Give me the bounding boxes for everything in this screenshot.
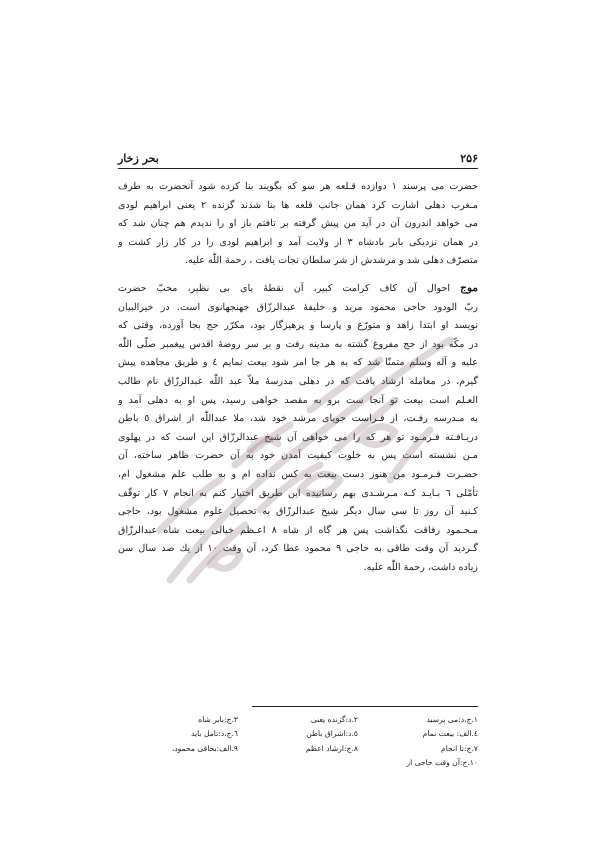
footnote: ٦.ج،د:تامل باید bbox=[191, 729, 238, 739]
footnote-rule bbox=[252, 706, 478, 707]
text-line: گـردید آن وقت طاقی به حاجی ۹ محمود عطا کرد، آن وقت ۱۰ از یك صد سال سن bbox=[118, 543, 478, 555]
footnote: ۱۰.ج:آن وقت حاجی از bbox=[406, 758, 478, 768]
text-line: متصرّف دهلی شد و مرشدش از شر سلطان نجات یافت ، رحمة اللّٰه علیه. bbox=[184, 255, 478, 267]
footnote: ۸.ج:ارشاد اعظم bbox=[305, 743, 358, 753]
text-line-rest: احوال آن کاف کرامت کبیر، آن نقطهٔ بای بی نظیر، محبّ حضرت bbox=[118, 282, 451, 294]
text-line: مـغرب دهلی اشارت کرد همان جانب قلعه ها بنا شدند گزنده ۲ یعنی ابراهیم لودی bbox=[118, 199, 478, 211]
footnote: ۱.ج،د:می پرسید bbox=[426, 715, 478, 724]
text-line: گیرم، در معامله ارشاد یافت که در دهلی مدرسهٔ ملاّ عبد اللّٰه عبدالرزّاق نام طالب bbox=[118, 375, 478, 387]
text-line: به مـدرسه رفـت، از فـراست جویای مرشد خود شد، ملا عبداللّٰه از اشراق ٥ باطن bbox=[118, 413, 478, 425]
header-rule bbox=[118, 168, 478, 169]
footnote-row bbox=[118, 727, 478, 741]
page-number: ۲۵۶ bbox=[460, 151, 478, 165]
text-line: می خواهد اندرون آن در آید من پیش گرفته بر تافتم باز او را ندیدم هم چنان شد که bbox=[118, 218, 478, 230]
paragraph-2 bbox=[118, 279, 478, 578]
footnote-row bbox=[118, 756, 478, 770]
text-line: تأمّلی ٦ بـایـد کـه مـرشـدی بهم رسانیده این طریق اختیار کنم به انجام ٧ کار توقّف bbox=[118, 487, 478, 499]
footnote: ۹.الف:بحاقی محمود، bbox=[171, 743, 238, 753]
page-header bbox=[118, 148, 478, 168]
text-line: علیه و آله وسلم متمنّا شد که به هر جا امر شود بیعت نمایم ٤ و طریق مجاهده پیش bbox=[118, 357, 478, 369]
footnote-row bbox=[118, 742, 478, 756]
text-line: ربّ الودود حاجی محمود مرید و خلیفهٔ عبدالرزّاق جهنجهانوی است. در خیرالبیان bbox=[118, 301, 478, 313]
running-title: بحر زخار bbox=[118, 151, 159, 165]
text-line: حضرت می پرسند ۱ دوازده قـلعه هر سو که بگویند بنا کرده شود آنحضرت به طرف bbox=[118, 181, 478, 192]
text-line: دریـافـته فـرمـود تو هر که را می خواهی آن شیخ عبدالرزّاق این است که در پهلوی bbox=[118, 431, 478, 443]
text-line: نویسد او ابتدا زاهد و متورّع و پارسا و پرهیزگار بود، مکرّر حج بجا آورده، وقتی که bbox=[118, 320, 478, 332]
text-line: العـلم است بیعت تو آنجا ست برو به مقصد خواهی رسید، پس او به دهلی آمد و bbox=[118, 394, 478, 406]
text-line: در همان نزدیکی بابر بادشاه ۳ از ولایت آمد و ابراهیم لودی را در کار زار کشت و bbox=[118, 236, 478, 248]
footnote-row bbox=[118, 713, 478, 727]
footnotes bbox=[118, 713, 478, 771]
text-line: در مکّه بود از حج مفروغ گشته به مدینه رفت و بر سر روضهٔ اقدس پیغمبر صلّی اللّٰه bbox=[118, 338, 478, 350]
footnote: ۲.د:گزنده یعنی bbox=[310, 715, 358, 724]
text-line: کـنید آن روز تا سی سال دیگر شیخ عبدالرزّاق به تحصیل علوم مشغول بود، حاجی bbox=[118, 506, 478, 518]
text-line-first bbox=[118, 279, 478, 299]
text-line: مـحـمود رفاقت نگذاشت پس هر گاه از شاه ۸ اعـظم خیالی بیعت شاه عبدالرزّاق bbox=[118, 524, 478, 536]
paragraph-1 bbox=[118, 178, 478, 271]
text-line: مـن نشسته است پس به خلوت کیفیت آمدن خود به آن حضرت ظاهر ساخته، آن bbox=[118, 450, 478, 462]
body-text bbox=[118, 178, 478, 577]
text-line: حضـرت فـرمـود من هنوز دست بیعت به کس نداده ام و به طلب علم مشغول ام، bbox=[118, 468, 478, 480]
footnote: ٥.د:اشراق باطن bbox=[306, 729, 358, 739]
footnote: ۳.ج:بابر شاه bbox=[198, 715, 238, 724]
headword: موج bbox=[460, 281, 478, 294]
text-line: زیاده داشت، رحمة اللّٰه علیه. bbox=[363, 561, 478, 573]
footnote: ۷.ج:تا انجام bbox=[441, 743, 478, 753]
footnote: ٤.الف: بیعت نمام bbox=[422, 729, 478, 739]
